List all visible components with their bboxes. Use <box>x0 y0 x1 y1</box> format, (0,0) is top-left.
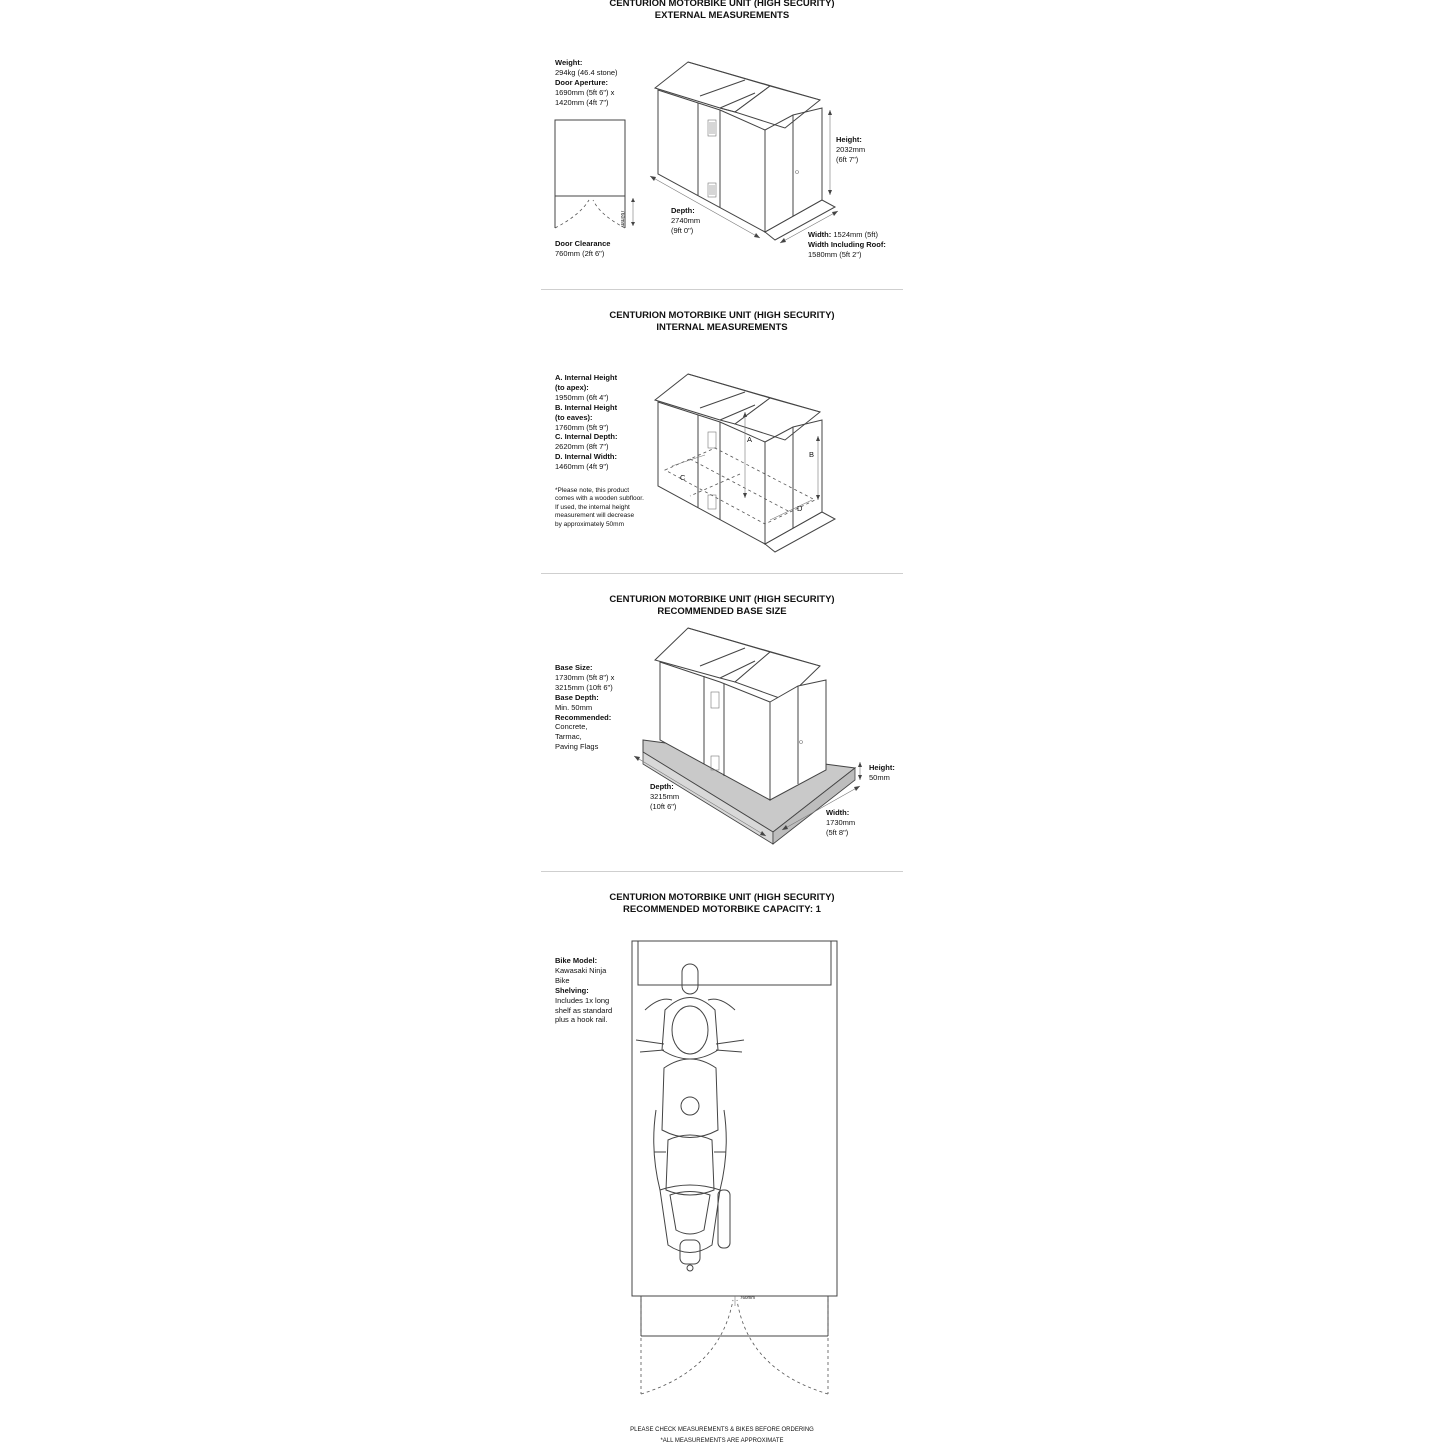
base-size-label: Base Size: <box>555 663 593 672</box>
divider-3 <box>541 871 903 872</box>
mark-a: A <box>747 435 753 444</box>
height-value-1: 2032mm <box>836 144 866 154</box>
width-roof-value: 1580mm (5ft 2") <box>808 249 862 259</box>
internal-width-value: 1460mm (4ft 9") <box>555 462 609 472</box>
door-clearance-value: 760mm (2ft 6") <box>555 248 605 258</box>
section4-title-line1: CENTURION MOTORBIKE UNIT (HIGH SECURITY) <box>609 892 835 903</box>
shelving-value: Includes 1x long <box>555 995 610 1005</box>
recommended-item: Tarmac, <box>555 732 582 742</box>
section2-title-line2: INTERNAL MEASUREMENTS <box>656 322 788 333</box>
subfloor-note-line: If used, the internal height <box>555 503 630 511</box>
height-value-2: (6ft 7") <box>836 154 859 164</box>
door-clearance-label: Door Clearance <box>555 239 611 248</box>
footer-line-2: *ALL MEASUREMENTS ARE APPROXIMATE <box>660 1438 784 1444</box>
section2-title-line1: CENTURION MOTORBIKE UNIT (HIGH SECURITY) <box>609 310 835 321</box>
bike-model-label: Bike Model: <box>555 956 598 965</box>
door-elevation-drawing <box>555 120 635 228</box>
motorbike-icon <box>636 964 744 1271</box>
internal-height-eaves-label: B. Internal Height <box>555 402 618 412</box>
subfloor-note-line: measurement will decrease <box>555 512 635 520</box>
door-aperture-value-2: 1420mm (4ft 7") <box>555 97 609 107</box>
width-roof-label: Width Including Roof: <box>808 239 886 249</box>
internal-height-apex-label-2: (to apex): <box>555 382 589 392</box>
internal-height-eaves-label-2: (to eaves): <box>555 412 593 422</box>
width-label: Width: <box>808 230 832 239</box>
weight-value: 294kg (46.4 stone) <box>555 67 618 77</box>
recommended-item: Concrete, <box>555 722 588 732</box>
internal-depth-label: C. Internal Depth: <box>555 432 618 442</box>
plan-door-dim: 760mm <box>740 1295 756 1300</box>
bike-specs <box>555 956 612 1025</box>
weight-label: Weight: <box>555 58 583 67</box>
base-height-value: 50mm <box>869 772 890 782</box>
internal-depth-value: 2620mm (8ft 7") <box>555 442 609 452</box>
width-value: 1524mm (5ft) <box>831 230 878 239</box>
recommended-label: Recommended: <box>555 712 612 722</box>
shed-internal-drawing <box>655 374 835 552</box>
base-depth-value: Min. 50mm <box>555 702 593 712</box>
base-depth-label: Base Depth: <box>555 692 599 702</box>
footer-line-1: PLEASE CHECK MEASUREMENTS & BIKES BEFORE ORDERING <box>630 1427 814 1433</box>
section3-title-line1: CENTURION MOTORBIKE UNIT (HIGH SECURITY) <box>609 594 835 605</box>
divider-1 <box>541 289 903 290</box>
base-depth-annotation <box>650 782 679 812</box>
mark-c: C <box>680 473 686 482</box>
section4-title-line2: RECOMMENDED MOTORBIKE CAPACITY: 1 <box>623 904 821 915</box>
section2-title <box>541 310 903 334</box>
footer <box>541 1425 903 1447</box>
section1-title-line2: EXTERNAL MEASUREMENTS <box>654 10 790 21</box>
base-width-value-2: (5ft 8") <box>826 827 849 837</box>
internal-height-eaves-value: 1760mm (5ft 9") <box>555 422 609 432</box>
subfloor-note-line: comes with a wooden subfloor. <box>555 495 644 503</box>
shed-external-drawing <box>650 62 838 243</box>
door-aperture-label: Door Aperture: <box>555 77 609 87</box>
depth-value-2: (9ft 0") <box>671 225 694 235</box>
shelving-label: Shelving: <box>555 985 589 995</box>
bike-model-value: Bike <box>555 975 570 985</box>
height-label: Height: <box>836 135 862 144</box>
base-height-annotation <box>869 763 895 783</box>
section4-title <box>541 892 903 916</box>
shelving-value: shelf as standard <box>555 1005 613 1015</box>
section3-title <box>541 594 903 618</box>
mark-d: D <box>797 504 803 513</box>
base-size-value-1: 1730mm (5ft 8") x <box>555 672 615 682</box>
subfloor-note-line: by approximately 50mm <box>555 520 624 528</box>
base-width-annotation <box>826 808 855 838</box>
clearance-dim-label: 760mm <box>619 210 625 227</box>
base-width-value-1: 1730mm <box>826 817 856 827</box>
section3-title-line2: RECOMMENDED BASE SIZE <box>657 606 787 617</box>
depth-label: Depth: <box>671 206 695 215</box>
base-height-label: Height: <box>869 763 895 772</box>
internal-height-apex-value: 1950mm (6ft 4") <box>555 392 609 402</box>
base-depth-dim-value-1: 3215mm <box>650 791 680 801</box>
mark-b: B <box>809 450 815 459</box>
bike-model-value: Kawasaki Ninja <box>555 965 607 975</box>
internal-height-apex-label: A. Internal Height <box>555 373 618 382</box>
base-depth-dim-value-2: (10ft 6") <box>650 801 677 811</box>
base-size-value-2: 3215mm (10ft 6") <box>555 682 613 692</box>
section1-title-line1: CENTURION MOTORBIKE UNIT (HIGH SECURITY) <box>609 0 835 9</box>
door-aperture-value-1: 1690mm (5ft 6") x <box>555 87 615 97</box>
subfloor-note-line: *Please note, this product <box>555 487 630 494</box>
depth-value-1: 2740mm <box>671 215 701 225</box>
divider-2 <box>541 573 903 574</box>
base-specs <box>555 663 614 752</box>
shelving-value: plus a hook rail. <box>555 1015 608 1025</box>
recommended-item: Paving Flags <box>555 742 599 752</box>
base-depth-dim-label: Depth: <box>650 782 674 791</box>
base-width-label: Width: <box>826 808 850 817</box>
internal-specs <box>555 373 618 472</box>
internal-width-label: D. Internal Width: <box>555 452 618 462</box>
subfloor-note <box>555 487 665 529</box>
